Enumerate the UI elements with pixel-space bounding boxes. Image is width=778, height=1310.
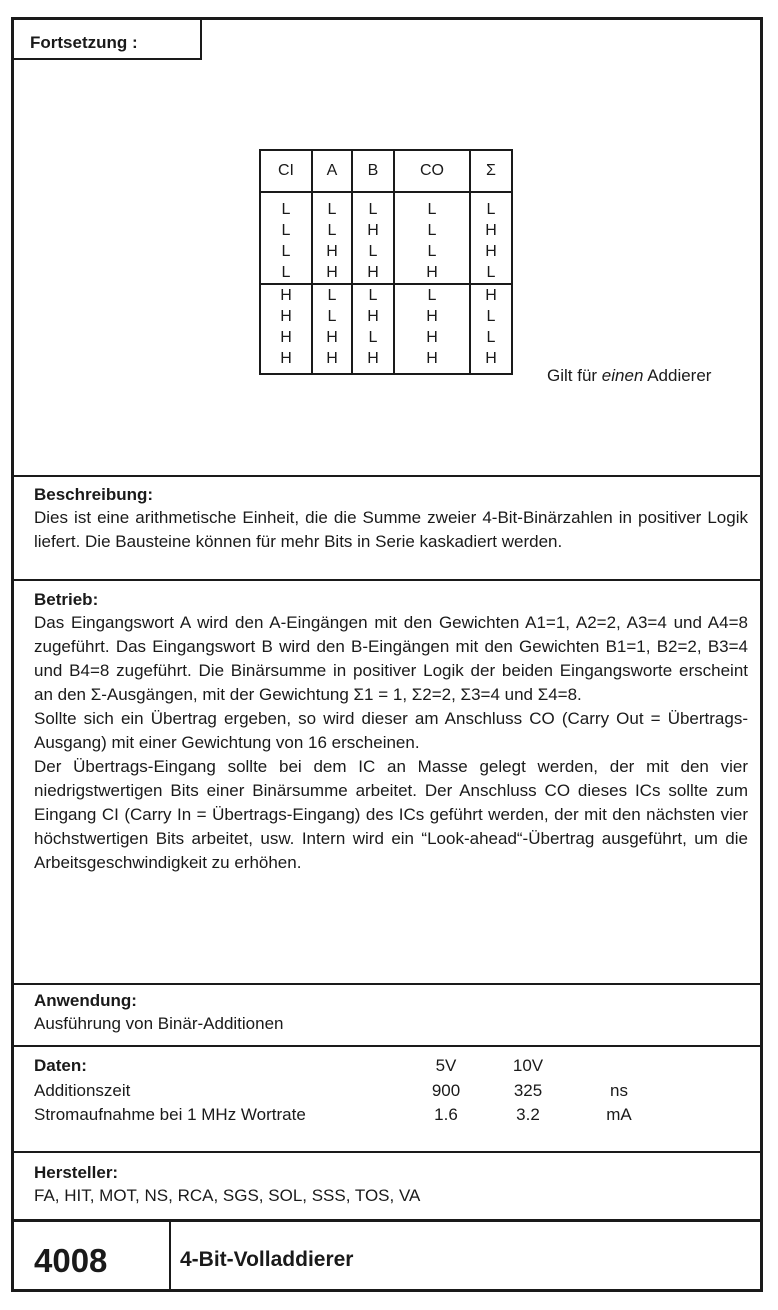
- spec-value-10v: 3.2: [516, 1105, 540, 1124]
- header-ci: CI: [260, 150, 312, 192]
- application-section: [34, 990, 748, 1036]
- operation-title: Betrieb:: [34, 590, 99, 609]
- manufacturers-title: Hersteller:: [34, 1163, 119, 1182]
- truth-table-header: [260, 150, 512, 192]
- cell: L: [394, 284, 470, 306]
- manufacturers-text: FA, HIT, MOT, NS, RCA, SGS, SOL, SSS, TOS, VA: [34, 1186, 421, 1205]
- note-emphasis: einen: [601, 366, 644, 385]
- cell: L: [260, 262, 312, 284]
- table-row: [260, 327, 512, 348]
- cell: H: [470, 241, 512, 262]
- cell: L: [394, 192, 470, 220]
- col-10v: 10V: [512, 1056, 544, 1075]
- cell: L: [260, 241, 312, 262]
- header-co: CO: [394, 150, 470, 192]
- divider: [14, 1151, 760, 1153]
- divider: [14, 1219, 760, 1222]
- cell: L: [352, 327, 394, 348]
- table-row: [260, 220, 512, 241]
- spec-unit: mA: [606, 1105, 632, 1124]
- cell: L: [470, 262, 512, 284]
- operation-section: [34, 589, 748, 875]
- cell: H: [470, 220, 512, 241]
- cell: H: [260, 284, 312, 306]
- cell: H: [312, 348, 352, 374]
- col-5v: 5V: [435, 1056, 457, 1075]
- table-row: [260, 192, 512, 220]
- cell: L: [470, 306, 512, 327]
- divider: [14, 1045, 760, 1047]
- cell: H: [260, 327, 312, 348]
- part-number: 4008: [34, 1242, 108, 1279]
- header-b: B: [352, 150, 394, 192]
- spec-value-5v: 1.6: [434, 1105, 458, 1124]
- description-text: Dies ist eine arithmetische Einheit, die die Summe zweier 4-Bit-Binärzahlen in positiver Logik liefert. Die Bausteine können für mehr Bits in Serie kaskadiert werden.: [34, 508, 748, 551]
- cell: L: [312, 284, 352, 306]
- cell: H: [352, 306, 394, 327]
- table-row: [260, 348, 512, 374]
- specs-title: Daten:: [34, 1056, 87, 1075]
- spec-unit: ns: [610, 1081, 628, 1100]
- table-row: [260, 241, 512, 262]
- cell: L: [394, 241, 470, 262]
- cell: H: [394, 262, 470, 284]
- cell: L: [312, 192, 352, 220]
- cell: L: [470, 192, 512, 220]
- cell: H: [312, 327, 352, 348]
- cell: L: [394, 220, 470, 241]
- divider-vertical: [169, 1220, 171, 1289]
- operation-paragraph: Das Eingangswort A wird den A-Eingängen mit den Gewichten A1=1, A2=2, A3=4 und A4=8 zugeführt. Das Eingangswort B wird den B-Eingängen mit den Gewichten B1=1, B2=2, B3=4 und B4=8 zugeführt. Die Binärsumme in positiver Logik der beiden Eingangsworte erscheint an den Σ-Ausgängen, mit der Gewichtung Σ1 = 1, Σ2=2, Σ3=4 und Σ4=8.: [34, 613, 748, 704]
- application-text: Ausführung von Binär-Additionen: [34, 1014, 284, 1033]
- spec-value-10v: 325: [513, 1081, 543, 1100]
- application-title: Anwendung:: [34, 991, 137, 1010]
- note-after: Addierer: [643, 366, 712, 385]
- cell: L: [352, 284, 394, 306]
- operation-paragraph: Sollte sich ein Übertrag ergeben, so wird dieser am Anschluss CO (Carry Out = Übertrags-Ausgang) mit einer Gewichtung von 16 erscheinen.: [34, 709, 748, 752]
- description-title: Beschreibung:: [34, 485, 154, 504]
- cell: H: [394, 348, 470, 374]
- spec-label: Stromaufnahme bei 1 MHz Wortrate: [34, 1105, 306, 1124]
- manufacturers-section: [34, 1162, 748, 1208]
- table-note: [547, 366, 711, 386]
- table-row: [260, 262, 512, 284]
- cell: L: [260, 220, 312, 241]
- header-sum: Σ: [470, 150, 512, 192]
- divider: [14, 579, 760, 581]
- operation-paragraph: Der Übertrags-Eingang sollte bei dem IC an Masse gelegt werden, der mit den vier niedrigstwertigen Bits einer Binärsumme arbeitet. Der Anschluss CO dieses ICs sollte zum Eingang CI (Carry In = Übertrags-Eingang) des ICs geführt werden, der mit den nächsten vier höchstwertigen Bits arbeitet, usw. Intern wird ein “Look-ahead“-Übertrag ausgeführt, um die Arbeitsgeschwindigkeit zu erhöhen.: [34, 757, 748, 872]
- table-row: [260, 284, 512, 306]
- divider: [14, 983, 760, 985]
- description-section: [34, 484, 748, 554]
- divider: [14, 475, 760, 477]
- truth-table: [259, 149, 513, 375]
- spec-label: Additionszeit: [34, 1081, 131, 1100]
- cell: H: [470, 348, 512, 374]
- cell: H: [470, 284, 512, 306]
- cell: L: [352, 192, 394, 220]
- cell: H: [352, 220, 394, 241]
- datasheet-card: [11, 17, 763, 1292]
- cell: H: [394, 306, 470, 327]
- cell: L: [352, 241, 394, 262]
- cell: H: [260, 306, 312, 327]
- table-row: [260, 306, 512, 327]
- cell: H: [312, 262, 352, 284]
- header-a: A: [312, 150, 352, 192]
- cell: L: [260, 192, 312, 220]
- cell: H: [352, 348, 394, 374]
- cell: L: [312, 306, 352, 327]
- spec-value-5v: 900: [431, 1081, 461, 1100]
- cell: H: [260, 348, 312, 374]
- cell: H: [312, 241, 352, 262]
- cell: H: [394, 327, 470, 348]
- cell: L: [470, 327, 512, 348]
- cell: L: [312, 220, 352, 241]
- note-before: Gilt für: [547, 366, 602, 385]
- part-title: 4-Bit-Volladdierer: [180, 1248, 354, 1271]
- continuation-label: Fortsetzung :: [14, 20, 202, 60]
- cell: H: [352, 262, 394, 284]
